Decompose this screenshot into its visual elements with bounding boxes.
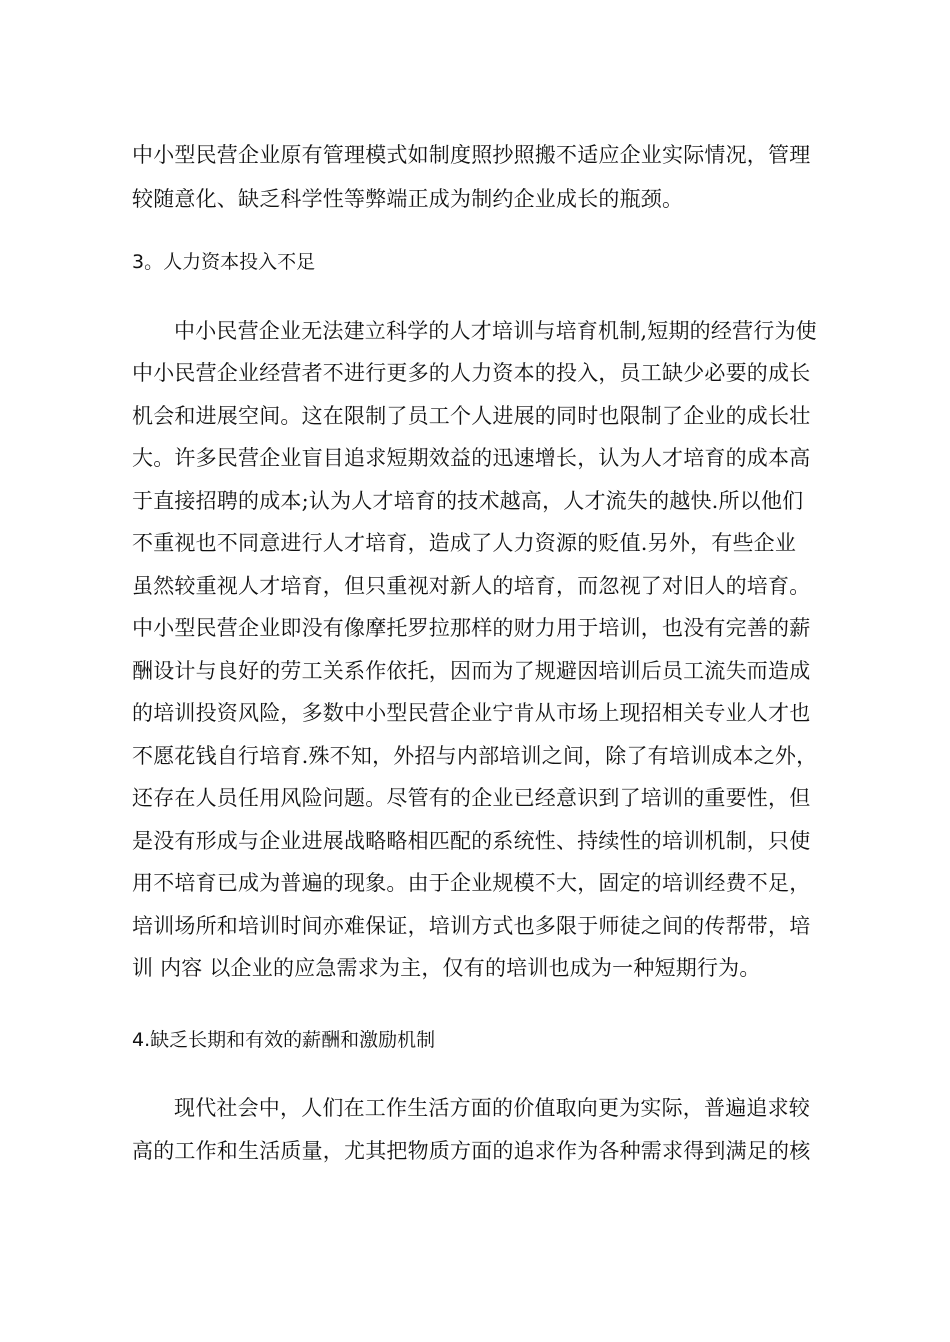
paragraph-line: 用不培育已成为普遍的现象。由于企业规模不大，固定的培训经费不足，	[132, 871, 811, 895]
paragraph-line: 机会和进展空间。这在限制了员工个人进展的同时也限制了企业的成长壮	[132, 404, 811, 428]
paragraph-line: 中小民营企业无法建立科学的人才培训与培育机制,短期的经营行为使	[174, 319, 817, 343]
paragraph-line: 中小型民营企业原有管理模式如制度照抄照搬不适应企业实际情况，管理	[132, 143, 811, 167]
paragraph-line: 虽然较重视人才培育，但只重视对新人的培育，而忽视了对旧人的培育。	[132, 574, 811, 598]
paragraph-line: 的培训投资风险，多数中小型民营企业宁肯从市场上现招相关专业人才也	[132, 701, 811, 725]
section-heading-4: 4.缺乏长期和有效的薪酬和激励机制	[132, 1029, 436, 1051]
paragraph-line: 中小型民营企业即没有像摩托罗拉那样的财力用于培训，也没有完善的薪	[132, 616, 811, 640]
section-heading-3: 3。人力资本投入不足	[132, 251, 316, 273]
paragraph-line: 训 内容 以企业的应急需求为主，仅有的培训也成为一种短期行为。	[132, 956, 761, 980]
paragraph-line: 高的工作和生活质量，尤其把物质方面的追求作为各种需求得到满足的核	[132, 1139, 811, 1163]
paragraph-line: 酬设计与良好的劳工关系作依托，因而为了规避因培训后员工流失而造成	[132, 659, 811, 683]
paragraph-line: 还存在人员任用风险问题。尽管有的企业已经意识到了培训的重要性，但	[132, 786, 811, 810]
paragraph-line: 不重视也不同意进行人才培育，造成了人力资源的贬值.另外，有些企业	[132, 531, 797, 555]
paragraph-line: 是没有形成与企业进展战略略相匹配的系统性、持续性的培训机制，只使	[132, 829, 811, 853]
paragraph-line: 于直接招聘的成本;认为人才培育的技术越高，人才流失的越快.所以他们	[132, 489, 804, 513]
paragraph-line: 较随意化、缺乏科学性等弊端正成为制约企业成长的瓶颈。	[132, 187, 684, 211]
paragraph-line: 不愿花钱自行培育.殊不知，外招与内部培训之间，除了有培训成本之外，	[132, 744, 818, 768]
paragraph-line: 大。许多民营企业盲目追求短期效益的迅速增长，认为人才培育的成本高	[132, 446, 811, 470]
paragraph-line: 中小民营企业经营者不进行更多的人力资本的投入，员工缺少必要的成长	[132, 361, 811, 385]
paragraph-line: 现代社会中，人们在工作生活方面的价值取向更为实际，普遍追求较	[174, 1096, 810, 1120]
paragraph-line: 培训场所和培训时间亦难保证，培训方式也多限于师徒之间的传帮带，培	[132, 914, 811, 938]
